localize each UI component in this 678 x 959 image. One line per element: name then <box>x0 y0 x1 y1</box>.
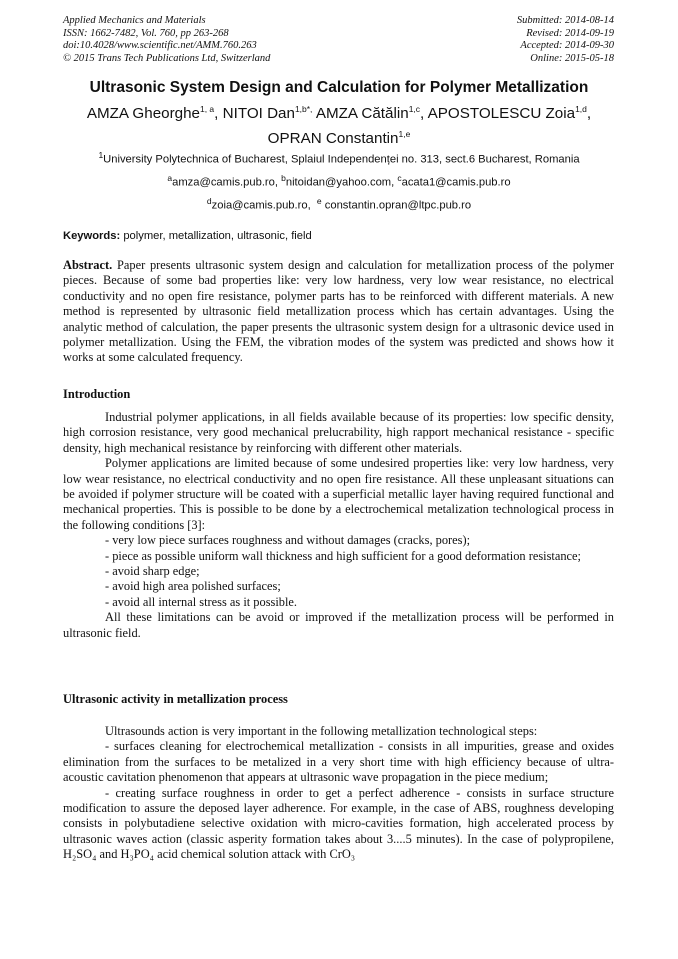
chemical-formula: H₃PO₄ <box>120 847 154 862</box>
paper-title: Ultrasonic System Design and Calculation for Polymer Metallization <box>89 79 589 96</box>
introduction-body <box>63 410 614 641</box>
author-name: OPRAN Constantin <box>267 130 399 148</box>
keywords-label: Keywords: <box>63 230 121 242</box>
section-heading-ultrasonic-activity: Ultrasonic activity in metallization process <box>63 692 288 706</box>
journal-info <box>63 15 270 65</box>
list-item: - avoid sharp edge; <box>105 564 200 579</box>
paragraph: All these limitations can be avoid or improved if the metallization process will be performed in ultrasonic field. <box>63 610 614 640</box>
abstract-text: Paper presents ultrasonic system design and calculation for metallization process of the polymer pieces. Because of some bad properties like: very low hardness, very low wear resistance, no electrical conductivity and no open fire resistance, polymer parts has to be reinforced with different materials. A new method is represented by ultrasonic field metallization process which has certain advantages. Using the analytic method of calculation, the paper presents the ultrasonic system design for a ultrasonic device used in polymer metallization. Using the FEM, the vibration modes of the system was predicted and shows how it works at some calculated frequency. <box>63 258 614 365</box>
chemical-formula: CrO₃ <box>329 847 356 862</box>
author-name: AMZA Gheorghe <box>86 105 200 123</box>
email-address[interactable]: amza@camis.pub.ro <box>172 176 275 189</box>
email-sup: e <box>316 196 322 206</box>
text-run: acid chemical solution attack with <box>153 847 330 862</box>
list-item: - avoid all internal stress as it possible. <box>105 594 298 609</box>
text-run: - creating surface roughness in order to get a perfect adherence - consists in surface structure modification to assure the deposed layer adherence. For example, in the case of ABS, roughness developing consists in polybutadiene selective oxidation with micro-cavities formation, high accelerated process by ultrasonic waves action (classic asperity formation takes about 3....5 minutes). In the case of polypropilene, <box>63 785 614 846</box>
email-sup: a <box>167 173 173 183</box>
journal-doi: doi:10.4028/www.scientific.net/AMM.760.263 <box>63 40 257 51</box>
affiliation <box>0 150 678 166</box>
text-run: and <box>96 847 121 862</box>
list-item: - avoid high area polished surfaces; <box>105 579 281 594</box>
paragraph: Ultrasounds action is very important in the following metallization technological steps: <box>105 724 538 738</box>
list-item: - piece as possible uniform wall thickness and high sufficient for a good deformation resistance; <box>105 548 581 563</box>
paragraph: Polymer applications are limited because of some undesired properties like: very low hardness, very low wear resistance, no electrical conductivity and no open fire resistance. All these unpleasant situations can be avoided if polymer structure will be coated with a superficial metallic layer having required functional and mechanical properties. This is possible to be done by a electrochemical metalization technological process in the following conditions [3]: <box>63 456 614 532</box>
journal-name: Applied Mechanics and Materials <box>63 15 206 26</box>
date-revised: Revised: 2014-09-19 <box>526 27 614 39</box>
list-item: - very low piece surfaces roughness and without damages (cracks, pores); <box>105 533 471 548</box>
email-line-1: $^a$amza@camis.pub.ro, $^b$nitoidan@yahoo.com, $^c$acata1@camis.pub.ro <box>167 173 511 189</box>
author-sup: 1,e <box>398 129 411 140</box>
abstract-label: Abstract. <box>63 258 113 272</box>
email-address[interactable]: acata1@camis.pub.ro <box>401 176 511 189</box>
email-sup: d <box>206 196 212 206</box>
email-line-2: $^d$zoia@camis.pub.ro, $^e$ constantin.opran@ltpc.pub.ro <box>206 196 472 212</box>
date-submitted: Submitted: 2014-08-14 <box>516 15 614 26</box>
email-sup: c <box>397 173 402 183</box>
journal-issn: ISSN: 1662-7482, Vol. 760, pp 263-268 <box>63 27 229 39</box>
author-list: AMZA Gheorghe$^{1, a}$, NITOI Dan$^{1,b*,}$ AMZA Cătălin$^{1,c}$, APOSTOLESCU Zoia$^{1,d}$, OPRAN Constantin$^{1,e}$ <box>86 104 592 148</box>
author-sup: 1,b*, <box>294 104 313 114</box>
author-name: NITOI Dan <box>222 105 295 123</box>
email-sup: b <box>281 173 286 183</box>
author-sup: 1, a <box>199 104 215 114</box>
ultrasonic-activity-body <box>63 724 614 863</box>
paragraph: - surfaces cleaning for electrochemical metallization - consists in all impurities, grease and oxides elimination from the surfaces to be metalized in a very short time with high efficiency because of ultra-acoustic cavitation phenomenon that appears at ultrasonic wave propagation in the piece medium; <box>63 739 614 785</box>
keywords <box>63 230 312 242</box>
email-address[interactable]: zoia@camis.pub.ro <box>211 199 308 212</box>
paragraph: Industrial polymer applications, in all fields available because of its properties: low specific density, high corrosion resistance, very good mechanical prelucrability, high rapport mechanical resistance - specific density, high mechanical resistance by reinforcing with different other materials. <box>63 410 614 455</box>
affiliation-sup: 1 <box>98 150 104 160</box>
keywords-text: polymer, metallization, ultrasonic, field <box>123 230 312 242</box>
date-accepted: Accepted: 2014-09-30 <box>520 40 614 51</box>
abstract <box>63 258 614 366</box>
section-heading-introduction: Introduction <box>63 387 131 401</box>
author-name: APOSTOLESCU Zoia <box>427 105 576 123</box>
journal-copyright: © 2015 Trans Tech Publications Ltd, Switzerland <box>63 52 271 64</box>
submission-dates <box>517 15 614 65</box>
paragraph <box>63 786 614 863</box>
author-sup: 1,d <box>575 104 587 114</box>
affiliation-text: University Polytechnica of Bucharest, Splaiul Independenței no. 313, sect.6 Bucharest, Romania <box>103 153 580 166</box>
author-name: AMZA Cătălin <box>315 105 409 123</box>
author-sup: 1,c <box>408 104 421 114</box>
email-address[interactable]: nitoidan@yahoo.com <box>285 176 392 189</box>
date-online: Online: 2015-05-18 <box>530 52 614 64</box>
email-address[interactable]: constantin.opran@ltpc.pub.ro <box>324 199 472 212</box>
chemical-formula: H₂SO₄ <box>63 847 97 862</box>
